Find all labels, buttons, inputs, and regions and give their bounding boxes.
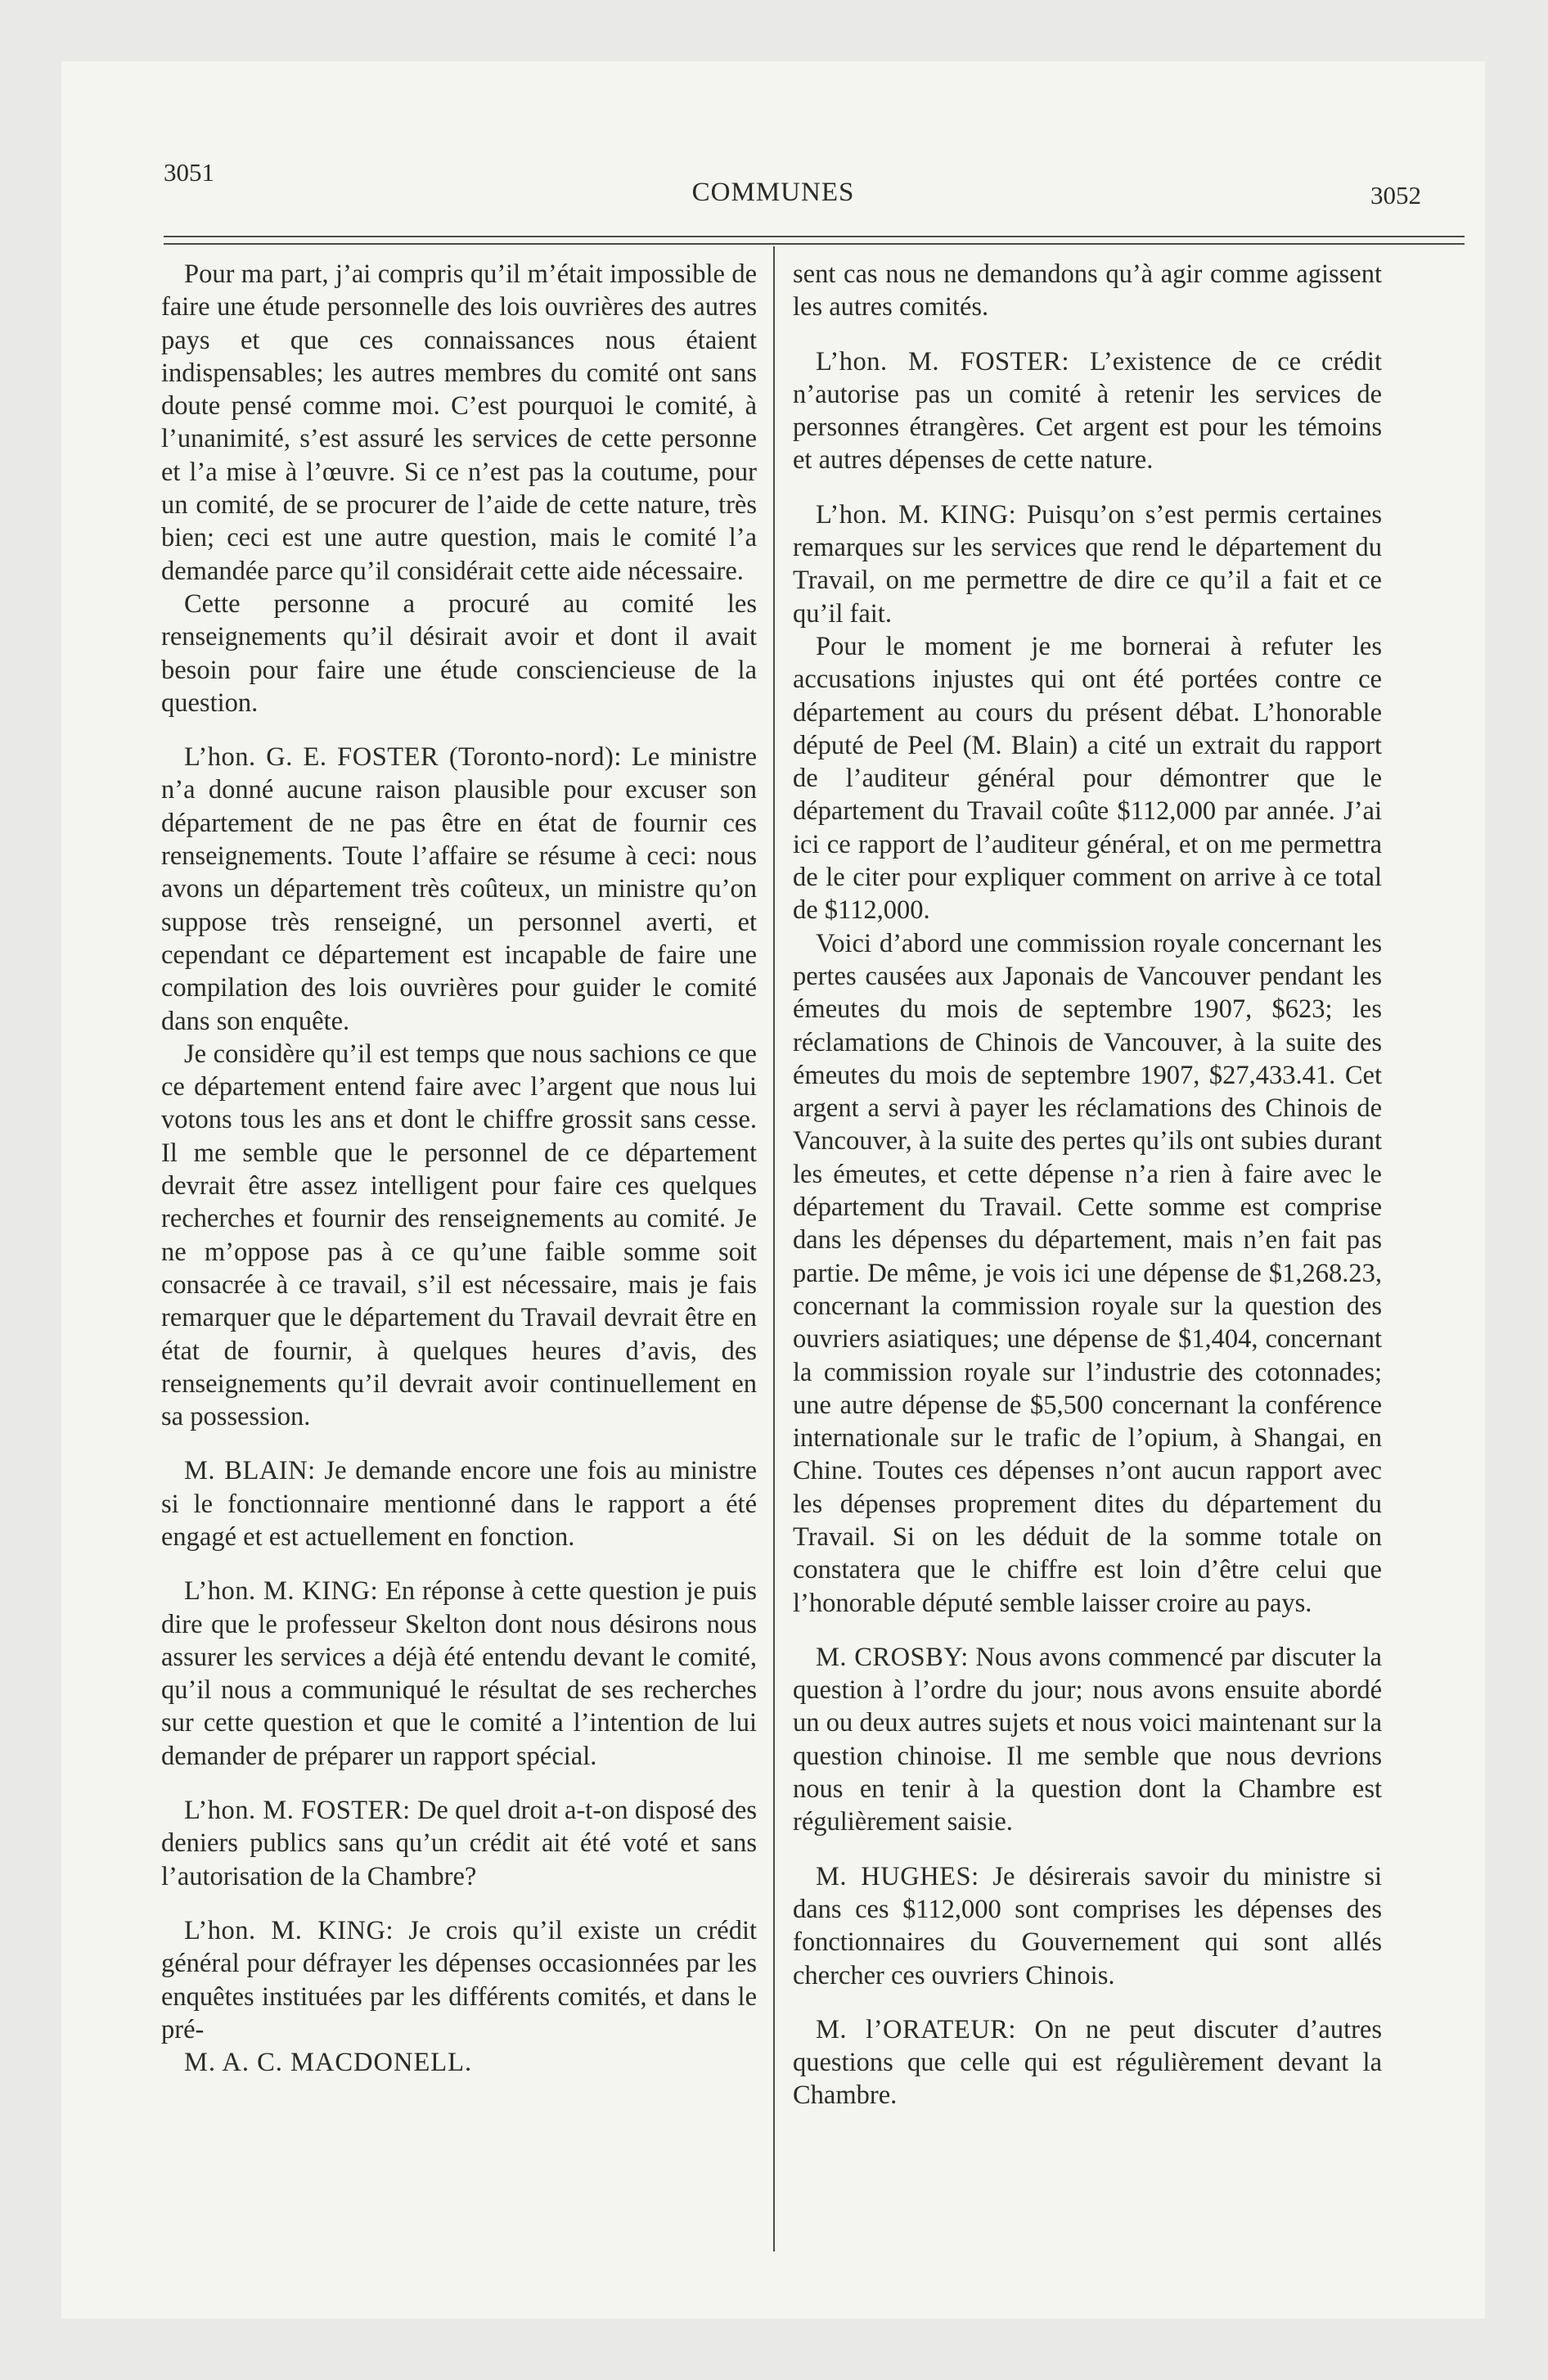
paragraph: Cette personne a procuré au comité les renseignements qu’il désirait avoir et dont il avait besoin pour faire une étude consciencieuse de la question. — [161, 588, 757, 718]
speaker-name: M. BLAIN: — [184, 1456, 316, 1486]
running-title: COMMUNES — [691, 178, 855, 207]
speech: L’hon. M. FOSTER: De quel droit a-t-on disposé des deniers publics sans qu’un crédit ait été voté et sans l’autorisation de la Chambre? — [161, 1796, 758, 1891]
paragraph: sent cas nous ne demandons qu’à agir comme agissent les autres comités. — [793, 259, 1382, 322]
speaker-name: L’hon. G. E. FOSTER (Toronto-nord): — [184, 742, 622, 773]
speech: M. BLAIN: Je demande encore une fois au ministre si le fonctionnaire mentionné dans le rapport a été engagé et est actuellement en fonction. — [161, 1456, 757, 1552]
speech: L’hon. G. E. FOSTER (Toronto-nord): Le ministre n’a donné aucune raison plausible pour excuser son département de ne pas être en état de fournir ces renseignements. Toute l’affaire se résume à ceci: nous avons un département très coûteux, un ministre qu’on suppose très renseigné, un personnel averti, et cependant ce département est incapable de faire une compilation des lois ouvrières pour guider le comité dans son enquête. — [161, 742, 757, 1036]
speaker-name: L’hon. M. KING: — [184, 1915, 394, 1945]
column-divider — [773, 246, 775, 2252]
speech: L’hon. M. KING: En réponse à cette question je puis dire que le professeur Skelton dont nous désirons nous assurer les services a déjà été entendu devant le comité, qu’il nous a communiqué le résultat de ses recherches sur cette question et que le comité a l’intention de lui demander de préparer un rapport spécial. — [161, 1576, 757, 1771]
paragraph: Voici d’abord une commission royale concernant les pertes causées aux Japonais de Vancouver pendant les émeutes du mois de septembre 1907, $623; les réclamations de Chinois de Vancouver, à la suite des émeutes du mois de septembre 1907, $27,433.41. Cet argent a servi à payer les réclamations des Chinois de Vancouver, à la suite des pertes qu’ils ont subies durant les émeutes, et cette dépense n’a rien à faire avec le département du Travail. Cette somme est comprise dans les dépenses du département, mais n’en fait pas partie. De même, je vois ici une dépense de $1,268.23, concernant la commission royale sur la question des ouvriers asiatiques; une dépense de $1,404, concernant la commission royale sur l’industrie des cotonnades; une autre dépense de $5,500 concernant la conférence internationale sur le trafic de l’opium, à Shangai, en Chine. Toutes ces dépenses n’ont aucun rapport avec les dépenses proprement dites du département du Travail. Si on les déduit de la somme totale on constatera que le chiffre est loin d’être celui que l’honorable député semble laisser croire au pays. — [793, 928, 1382, 1618]
header-rule-bottom — [164, 243, 1465, 245]
speaker-name: L’hon. M. FOSTER: — [816, 346, 1070, 376]
speaker-name: M. HUGHES: — [816, 1861, 979, 1891]
speech: L’hon. M. FOSTER: L’existence de ce crédit n’autorise pas un comité à retenir les services de personnes étrangères. Cet argent est pour les témoins et autres dépenses de cette nature. — [793, 346, 1382, 476]
speech: L’hon. M. KING: Puisqu’on s’est permis certaines remarques sur les services que rend le département du Travail, on me permettre de dire ce qu’il a fait et ce qu’il fait. — [793, 499, 1382, 629]
speech: L’hon. M. KING: Je crois qu’il existe un crédit général pour défrayer les dépenses occasionnées par les enquêtes instituées par les différents comités, et dans le pré- — [161, 1915, 758, 2044]
paragraph: Pour ma part, j’ai compris qu’il m’était impossible de faire une étude personnelle des lois ouvrières des autres pays et que ces connaissances nous étaient indispensables; les autres membres du comité ont sans doute pensé comme moi. C’est pourquoi le comité, à l’unanimité, s’est assuré les services de cette personne et l’a mise à l’œuvre. Si ce n’est pas la coutume, pour un comité, de se procurer de l’aide de cette nature, très bien; ceci est une autre question, mais le comité l’a demandée parce qu’il considérait cette aide nécessaire. — [161, 259, 757, 586]
speaker-name: M. CROSBY: — [816, 1642, 969, 1672]
header-rule-top — [164, 236, 1465, 237]
left-column — [161, 258, 757, 2079]
page-header — [61, 61, 1485, 225]
paragraph: Je considère qu’il est temps que nous sachions ce que ce département entend faire avec l’argent que nous lui votons tous les ans et dont le chiffre grossit sans cesse. Il me semble que le personnel de ce département devrait être assez intelligent pour faire ces quelques recherches et fournir des renseignements au comité. Je ne m’oppose pas à ce qu’une faible somme soit consacrée à ce travail, s’il est nécessaire, mais je fais remarquer que le département du Travail devrait être en état de fournir, à quelques heures d’avis, des renseignements qu’il devrait avoir continuellement en sa possession. — [161, 1039, 757, 1432]
paragraph: Pour le moment je me bornerai à refuter les accusations injustes qui ont été portées contre ce département au cours du présent débat. L’honorable député de Peel (M. Blain) a cité un extrait du rapport de l’auditeur général pour démontrer que le département du Travail coûte $112,000 par année. J’ai ici ce rapport de l’auditeur général, et on me permettra de le citer pour expliquer comment on arrive à ce total de $112,000. — [793, 631, 1382, 926]
speech: M. l’ORATEUR: On ne peut discuter d’autres questions que celle qui est régulièrement devant la Chambre. — [793, 2014, 1383, 2111]
speaker-name: M. l’ORATEUR: — [816, 2014, 1016, 2044]
page-number-left: 3051 — [164, 158, 214, 187]
document-page — [61, 61, 1485, 2319]
speaker-name: L’hon. M. FOSTER: — [184, 1796, 411, 1826]
speech: M. HUGHES: Je désirerais savoir du ministre si dans ces $112,000 sont comprises les dépenses des fonctionnaires du Gouvernement qui sont allés chercher ces ouvriers Chinois. — [793, 1861, 1382, 1990]
signature: M. A. C. MACDONELL. — [184, 2048, 473, 2078]
page-number-right: 3052 — [1370, 181, 1421, 210]
speaker-name: L’hon. M. KING: — [184, 1576, 379, 1607]
speaker-name: L’hon. M. KING: — [816, 499, 1017, 530]
right-column — [793, 258, 1382, 2112]
speech: M. CROSBY: Nous avons commencé par discuter la question à l’ordre du jour; nous avons ensuite abordé un ou deux autres sujets et nous voici maintenant sur la question chinoise. Il me semble que nous devrions nous en tenir à la question dont la Chambre est régulièrement saisie. — [793, 1642, 1382, 1837]
